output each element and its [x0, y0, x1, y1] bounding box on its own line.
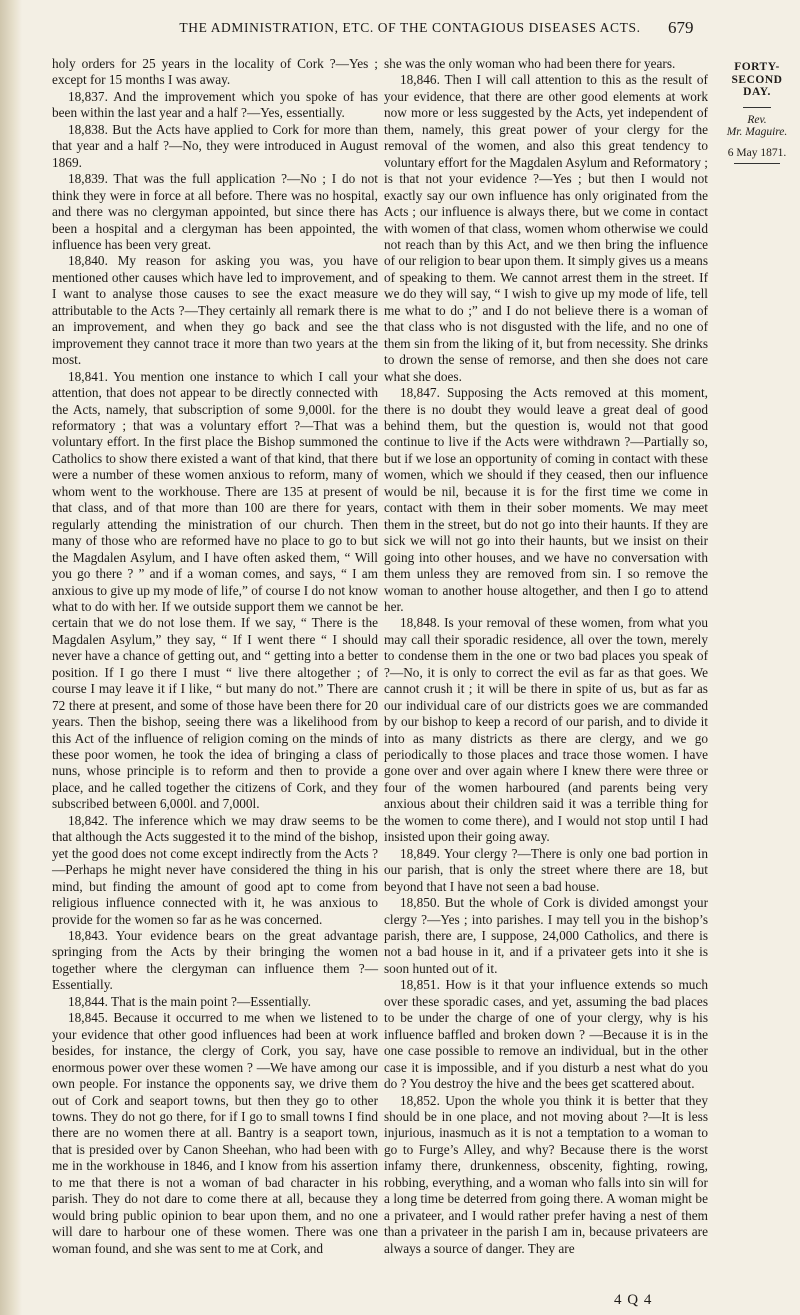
paragraph: 18,848. Is your removal of these women, from what you may call their sporadic residence, all over the town, merely to condense them in the one or two bad places you speak of ?—No, it is only to correct the evil as far as that goes. We cannot crush it ; it will be there in spite of us, but as far as our individual care of our districts goes we are commanded by our bishop to keep a record of our parish, and to divide it into as many districts as there are clergy, and we go periodically to those places and trace those women. I have gone over and over again where I knew there were three or four of the women harboured (and parents being very anxious about their children said it was a terrible thing for the women to come there), and I would not stop until I had insisted upon their going away.: [384, 615, 708, 845]
paragraph: 18,846. Then I will call attention to this as the result of your evidence, that there are other good elements at work now more or less suggested by the Acts, yet independent of them, namely, this great power of your clergy for the removal of the women, and also this great tendency to voluntary effort for the Magdalen Asylum and Reformatory ; is that not your evidence ?—Yes ; but then I would not exactly say our own influence has only originated from the Acts ; our influence is always there, but we come in contact with women of that class, women whom otherwise we could not reach than by this Act, and we then bring the influence of our religion to bear upon them. It simply gives us a means of speaking to them. We cannot arrest them in the street. If we do they will say, “ I wish to give up my mode of life, tell me what to do ;” and I do not believe there is a woman of that class who is not disgusted with the life, and no one of them sin from the liking of it, but from necessity. She drinks to drown the sense of remorse, and then she does not care what she does.: [384, 72, 708, 384]
margin-divider: [743, 107, 771, 108]
sitting-day-line: DAY.: [743, 86, 771, 98]
paragraph: 18,852. Upon the whole you think it is better that they should be in one place, and not moving about ?—It is less injurious, inasmuch as it is not a temptation to a woman to go to Furge’s Alley, and why? Because there is the worst infamy there, drunkenness, obscenity, fighting, rowing, robbing, everything, and a woman who falls into sin will for a long time be deterred from going there. A woman might be a privateer, and I would rather prefer having a nest of them than a privateer in the parish I am in, because privateers are always a source of danger. They are: [384, 1092, 708, 1256]
binding-shadow: [0, 0, 22, 1315]
paragraph: 18,850. But the whole of Cork is divided amongst your clergy ?—Yes ; into parishes. I may tell you in the bishop’s parish, there are, I suppose, 24,000 Catholics, and there is not a bad house in it, and if a privateer gets into it she is soon hunted out of it.: [384, 895, 708, 976]
paragraph: 18,842. The inference which we may draw seems to be that although the Acts suggested it to the mind of the bishop, yet the good does not come except indirectly from the Acts ?—Perhaps he might never have considered the thing in his mind, but finding the amount of good apt to come from religious influence connected with it, he was anxious to provide for the women so far as he was concerned.: [52, 812, 378, 927]
page-number: 679: [668, 18, 694, 37]
paragraph: holy orders for 25 years in the locality of Cork ?—Yes ; except for 15 months I was away.: [52, 56, 378, 88]
right-column: [384, 56, 708, 1257]
paragraph: 18,849. Your clergy ?—There is only one bad portion in our parish, that is only the street where there are 18, but beyond that I have not seen a bad house.: [384, 845, 708, 894]
margin-note: [718, 61, 796, 164]
paragraph: 18,851. How is it that your influence extends so much over these sporadic cases, and yet, assuming the bad places to be under the charge of one of your clergy, why is his influence baffled and broken down ? —Because it is in the one case possible to remove an individual, but in the other case it is impossible, and if you disturb a nest what do you do ? You destroy the hive and the bees get scattered about.: [384, 977, 708, 1092]
paragraph: 18,847. Supposing the Acts removed at this moment, there is no doubt they would leave a great deal of good behind them, but the question is, would not that good continue to live if the Acts were withdrawn ?—Partially so, but if we lose an opportunity of coming in contact with these women, which we should if they ceased, then our influence would be nil, because it is for the first time we come in contact with them in their sober moments. We may meet them in the street, but do not go into their haunts. If they are sick we will not go into their haunts, but we insist on their going into other houses, and we have no conversation with them unless they are removed from sin. I so remove the woman to another house altogether, and then I go to attend her.: [384, 385, 708, 614]
running-title: THE ADMINISTRATION, ETC. OF THE CONTAGIOUS DISEASES ACTS.: [179, 20, 641, 35]
witness-name: Mr. Maguire.: [726, 126, 788, 138]
left-column: [52, 56, 378, 1257]
paragraph: 18,838. But the Acts have applied to Cork for more than that year and a half ?—No, they were introduced in August 1869.: [52, 121, 378, 170]
witness-title: Rev.: [747, 113, 767, 126]
signature-mark: 4 Q 4: [614, 1292, 653, 1308]
paragraph: 18,845. Because it occurred to me when we listened to your evidence that other good influences had been at work besides, for instance, the clergy of Cork, you say, have enormous power over these women ? —We have among our own people. For instance the opponents say, we drive them out of Cork and seaport towns, but then they go to other towns. They do not go there, for if I go to small towns I find there are no women there at all. Bantry is a seaport town, that is presided over by Canon Sheehan, who had been with me in the workhouse in 1846, and I know from his assertion to me that there is not a woman of bad character in his parish. They do not dare to come there at all, because they would bring public opinion to bear upon them, and no one will dare to harbour one of these women. There was one woman found, and she was sent to me at Cork, and: [52, 1010, 378, 1256]
paragraph: 18,841. You mention one instance to which I call your attention, that does not appear to be directly connected with the Acts, namely, that subscription of some 9,000l. for the reformatory ; that was a voluntary effort ?—That was a voluntary effort. In the first place the Bishop summoned the Catholics to show there existed a want of that kind, that there were a number of these women anxious to reform, many of whom went to the workhouse. There are 135 at present of that class, and of that more than 100 are there for years, regularly attending the ministration of our church. Then many of those who are reformed have no place to go to but the Magdalen Asylum, and I have often asked them, “ Will you go there ? ” and if a woman comes, and says, “ I am anxious to give up my mode of life,” of course I do not know what to do with her. If we outside support them we cannot be certain that we do not lose them. If we say, “ There is the Magdalen Asylum,” they say, “ If I went there “ I should never have a chance of getting out, and “ getting into a better position. If I go there I must “ live there altogether ; of course I may leave it if I like, “ but many do not.” There are 72 there at present, and some of those have been there for 20 years. Then the bishop, seeing there was a likelihood from this Act of the influence of religion coming on the minds of these poor women, he took the idea of bringing a class of nuns, whose principle is to reform and then to provide a place, and he called together the citizens of Cork, and they subscribed between 6,000l. and 7,000l.: [52, 368, 378, 812]
paragraph: she was the only woman who had been there for years.: [384, 56, 676, 71]
sitting-day-line: FORTY-: [734, 61, 780, 73]
paragraph: 18,839. That was the full application ?—No ; I do not think they were in force at all before. There was no hospital, and there was no clergyman appointed, but since there has been a hospital and a clergyman has been appointed, the influence has been very great.: [52, 171, 378, 252]
paragraph: 18,837. And the improvement which you spoke of has been within the last year and a half ?—Yes, essentially.: [52, 88, 378, 121]
margin-divider: [734, 163, 780, 164]
sitting-day-line: SECOND: [731, 73, 783, 86]
paragraph: 18,844. That is the main point ?—Essentially.: [68, 993, 312, 1009]
sitting-date: 6 May 1871.: [727, 146, 787, 159]
paragraph: 18,840. My reason for asking you was, you have mentioned other causes which have led to improvement, and I want to analyse those causes to see the exact measure attributable to the Acts ?—They certainly all remark there is an improvement, and when they go back and see the improvement they cannot trace it more than two years at the most.: [52, 253, 378, 368]
paragraph: 18,843. Your evidence bears on the great advantage springing from the Acts by their bringing the women together where the clergyman can influence them ?—Essentially.: [52, 928, 378, 993]
